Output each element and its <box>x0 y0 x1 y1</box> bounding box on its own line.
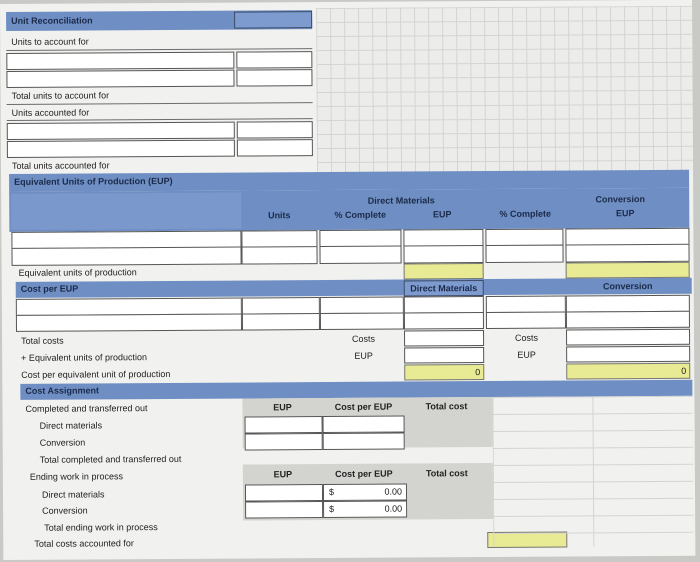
ending-col-total-cost: Total cost <box>425 468 468 479</box>
eup-col-units: Units <box>268 210 291 221</box>
total-units-accounted-for-label: Total units accounted for <box>11 160 110 171</box>
dm-costs-label: Costs <box>352 333 376 344</box>
equivalent-units-label: Equivalent units of production <box>18 267 137 278</box>
conv-eup-total <box>566 262 690 279</box>
eup-col-dm-pct-complete: % Complete <box>334 209 387 220</box>
dm-eup-input[interactable] <box>404 347 484 363</box>
completed-conv-cost-per-eup[interactable] <box>323 433 405 451</box>
conv-eup-input[interactable] <box>566 346 690 363</box>
cost-per-eup-row-1-f[interactable] <box>566 295 690 313</box>
eup-row-2-label[interactable] <box>11 247 241 266</box>
units-to-account-input-1-label[interactable] <box>6 52 234 70</box>
ending-direct-materials-label: Direct materials <box>41 489 105 500</box>
cost-per-eup-row-2-b[interactable] <box>242 313 320 330</box>
cost-per-eup-row-1-c[interactable] <box>320 297 404 315</box>
ending-dm-dollar: $ <box>328 486 335 497</box>
cost-assignment-title: Cost Assignment <box>25 385 100 396</box>
ending-col-cost-per-eup: Cost per EUP <box>335 468 393 479</box>
conv-cost-per-eup-result: 0 <box>566 363 690 380</box>
units-to-account-input-1[interactable] <box>236 51 312 68</box>
completed-col-total-cost: Total cost <box>425 401 468 412</box>
eup-col-conversion: Conversion <box>595 194 645 205</box>
cost-per-eup-row-1-d[interactable] <box>404 296 484 313</box>
eup-col-direct-materials: Direct Materials <box>367 195 435 206</box>
total-units-to-account-for-label: Total units to account for <box>11 90 110 101</box>
ending-conv-dollar: $ <box>329 503 335 514</box>
total-ending-wip-label: Total ending work in process <box>44 522 158 533</box>
eup-row-2-conv-pct[interactable] <box>485 245 563 263</box>
eup-col-dm-eup: EUP <box>432 209 452 220</box>
dm-eup-label: EUP <box>354 350 373 361</box>
eup-row-2-units[interactable] <box>241 246 317 264</box>
completed-col-eup: EUP <box>273 402 292 413</box>
dm-cost-per-eup-result: 0 <box>404 364 484 380</box>
cost-per-eup-dm-header: Direct Materials <box>404 280 484 296</box>
conv-costs-input[interactable] <box>566 329 690 346</box>
ending-col-eup: EUP <box>273 469 293 480</box>
cost-per-eup-row-2-e[interactable] <box>486 312 566 329</box>
total-costs-accounted-for-label: Total costs accounted for <box>34 538 134 549</box>
eup-row-2-dm-pct[interactable] <box>319 246 401 265</box>
empty-grid-area <box>316 6 693 173</box>
completed-conversion-label: Conversion <box>39 437 86 448</box>
units-accounted-input-2-label[interactable] <box>7 140 235 158</box>
unit-reconciliation-title: Unit Reconciliation <box>11 15 93 26</box>
cost-per-eup-row-2-d[interactable] <box>404 312 484 329</box>
total-costs-label: Total costs <box>21 335 64 346</box>
completed-dm-eup[interactable] <box>245 416 323 433</box>
units-to-account-input-2-label[interactable] <box>6 70 234 88</box>
cost-assignment-empty-grid <box>492 396 693 547</box>
eup-col-conv-eup: EUP <box>615 208 635 219</box>
ending-dm-eup[interactable] <box>245 484 323 501</box>
cost-per-eup-row-2-a[interactable] <box>16 314 242 332</box>
conv-eup-label: EUP <box>517 349 536 360</box>
completed-dm-cost-per-eup[interactable] <box>323 416 405 434</box>
total-completed-label: Total completed and transferred out <box>39 453 182 465</box>
completed-direct-materials-label: Direct materials <box>39 420 103 431</box>
eup-row-2-dm-eup[interactable] <box>403 245 483 263</box>
cost-per-eup-row-1-e[interactable] <box>486 296 566 313</box>
cost-per-eup-row-2-c[interactable] <box>320 313 404 331</box>
units-to-account-for-label: Units to account for <box>11 36 89 47</box>
ending-dm-cost-per-eup-value: 0.00 <box>384 486 403 497</box>
conv-costs-label: Costs <box>515 332 539 343</box>
eup-title: Equivalent Units of Production (EUP) <box>14 175 173 187</box>
equivalent-units-divisor-label: + Equivalent units of production <box>21 352 148 363</box>
dm-eup-total <box>404 263 484 279</box>
unit-recon-header-cell <box>234 11 312 28</box>
dm-costs-input[interactable] <box>404 330 484 346</box>
units-accounted-input-2[interactable] <box>237 139 313 156</box>
ending-conversion-label: Conversion <box>42 505 88 516</box>
eup-column-header-blank <box>11 193 241 230</box>
units-accounted-input-1[interactable] <box>237 121 313 138</box>
cost-per-eup-title: Cost per EUP <box>20 283 79 294</box>
units-to-account-input-2[interactable] <box>236 69 312 86</box>
cost-per-equivalent-unit-label: Cost per equivalent unit of production <box>21 368 171 380</box>
units-accounted-for-label: Units accounted for <box>11 107 90 118</box>
ending-conv-cost-per-eup-value: 0.00 <box>384 503 403 514</box>
cost-per-eup-row-1-b[interactable] <box>242 297 320 314</box>
completed-conv-eup[interactable] <box>245 433 323 450</box>
completed-col-cost-per-eup: Cost per EUP <box>334 401 393 412</box>
ending-conv-eup[interactable] <box>245 501 323 518</box>
completed-and-transferred-out-label: Completed and transferred out <box>25 403 148 414</box>
cost-per-eup-row-2-f[interactable] <box>566 311 690 329</box>
units-accounted-input-1-label[interactable] <box>7 122 235 140</box>
ending-wip-label: Ending work in process <box>29 471 123 482</box>
eup-col-conv-pct-complete: % Complete <box>499 208 552 219</box>
eup-row-2-conv-eup[interactable] <box>565 244 689 263</box>
cost-per-eup-conv-header: Conversion <box>602 281 653 292</box>
